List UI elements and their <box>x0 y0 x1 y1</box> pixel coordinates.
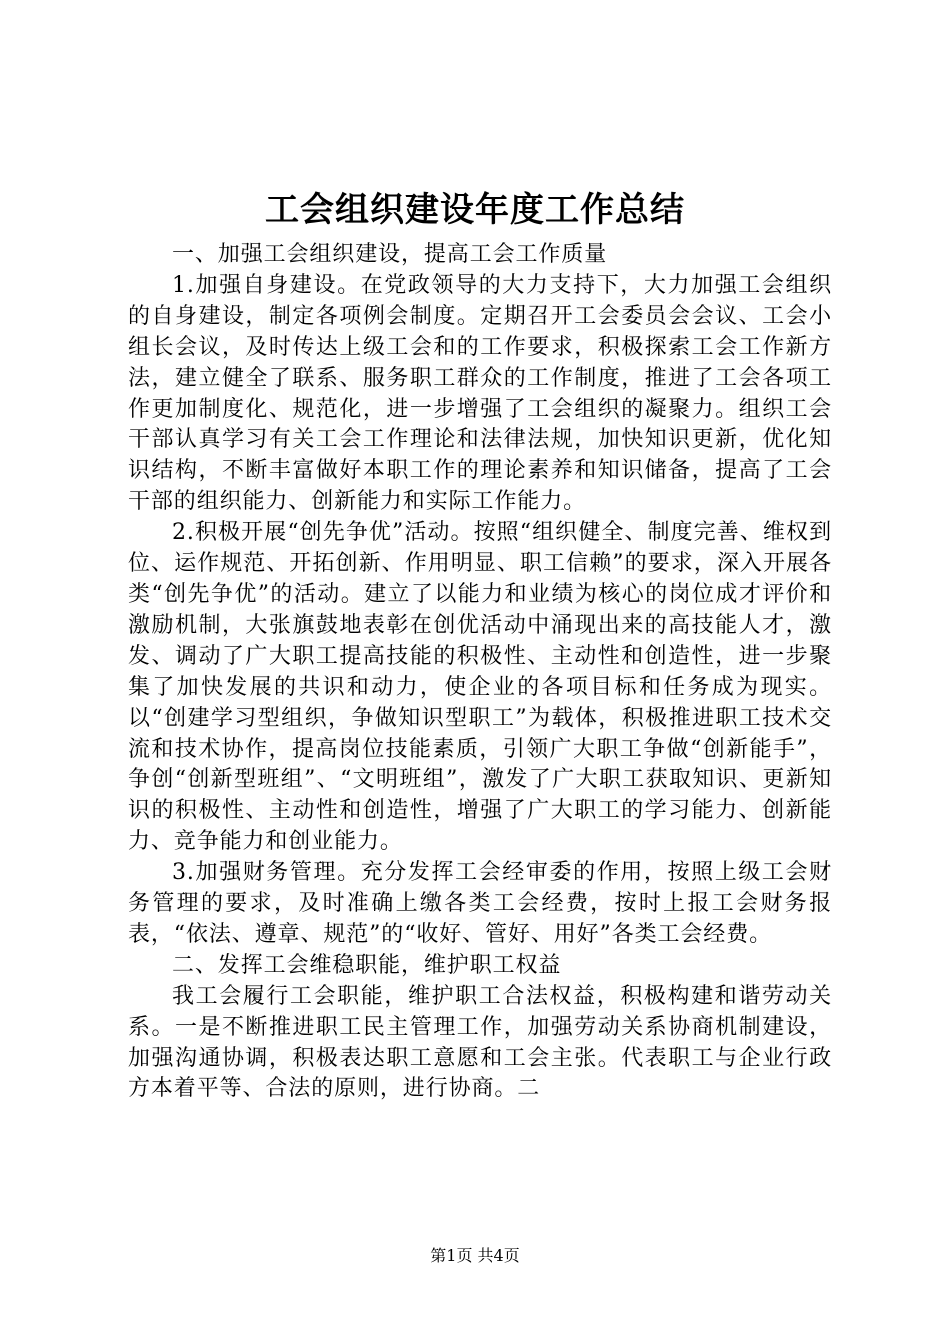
page-number-footer: 第1页 共4页 <box>430 1246 520 1265</box>
section-heading-2: 二、发挥工会维稳职能，维护职工权益 <box>172 952 562 978</box>
paragraph-worker-rights: 我工会履行工会职能，维护职工合法权益，积极构建和谐劳动关系。一是不断推进职工民主管理工作，加强劳动关系协商机制建设，加强沟通协调，积极表达职工意愿和工会主张。代表职工与企业行政方本着平等、合法的原则，进行协商。二 <box>128 983 832 1102</box>
paragraph-finance-management: 3.加强财务管理。充分发挥工会经审委的作用，按照上级工会财务管理的要求，及时准确上缴各类工会经费，按时上报工会财务报表，“依法、遵章、规范”的“收好、管好、用好”各类工会经费。 <box>128 860 832 947</box>
document-title: 工会组织建设年度工作总结 <box>265 190 685 230</box>
paragraph-self-building: 1.加强自身建设。在党政领导的大力支持下，大力加强工会组织的自身建设，制定各项例会制度。定期召开工会委员会会议、工会小组长会议，及时传达上级工会和的工作要求，积极探索工会工作新方法，建立健全了联系、服务职工群众的工作制度，推进了工会各项工作更加制度化、规范化，进一步增强了工会组织的凝聚力。组织工会干部认真学习有关工会工作理论和法律法规，加快知识更新，优化知识结构，不断丰富做好本职工作的理论素养和知识储备，提高了工会干部的组织能力、创新能力和实际工作能力。 <box>128 272 832 515</box>
section-heading-1: 一、加强工会组织建设，提高工会工作质量 <box>172 242 608 267</box>
document-body <box>128 240 832 1105</box>
paragraph-excellence-activity: 2.积极开展“创先争优”活动。按照“组织健全、制度完善、维权到位、运作规范、开拓创新、作用明显、职工信赖”的要求，深入开展各类“创先争优”的活动。建立了以能力和业绩为核心的岗位成才评价和激励机制，大张旗鼓地表彰在创优活动中涌现出来的高技能人才，激发、调动了广大职工提高技能的积极性、主动性和创造性，进一步聚集了加快发展的共识和动力，使企业的各项目标和任务成为现实。以“创建学习型组织，争做知识型职工”为载体，积极推进职工技术交流和技术协作，提高岗位技能素质，引领广大职工争做“创新能手”，争创“创新型班组”、“文明班组”，激发了广大职工获取知识、更新知识的积极性、主动性和创造性，增强了广大职工的学习能力、创新能力、竞争能力和创业能力。 <box>128 520 832 855</box>
